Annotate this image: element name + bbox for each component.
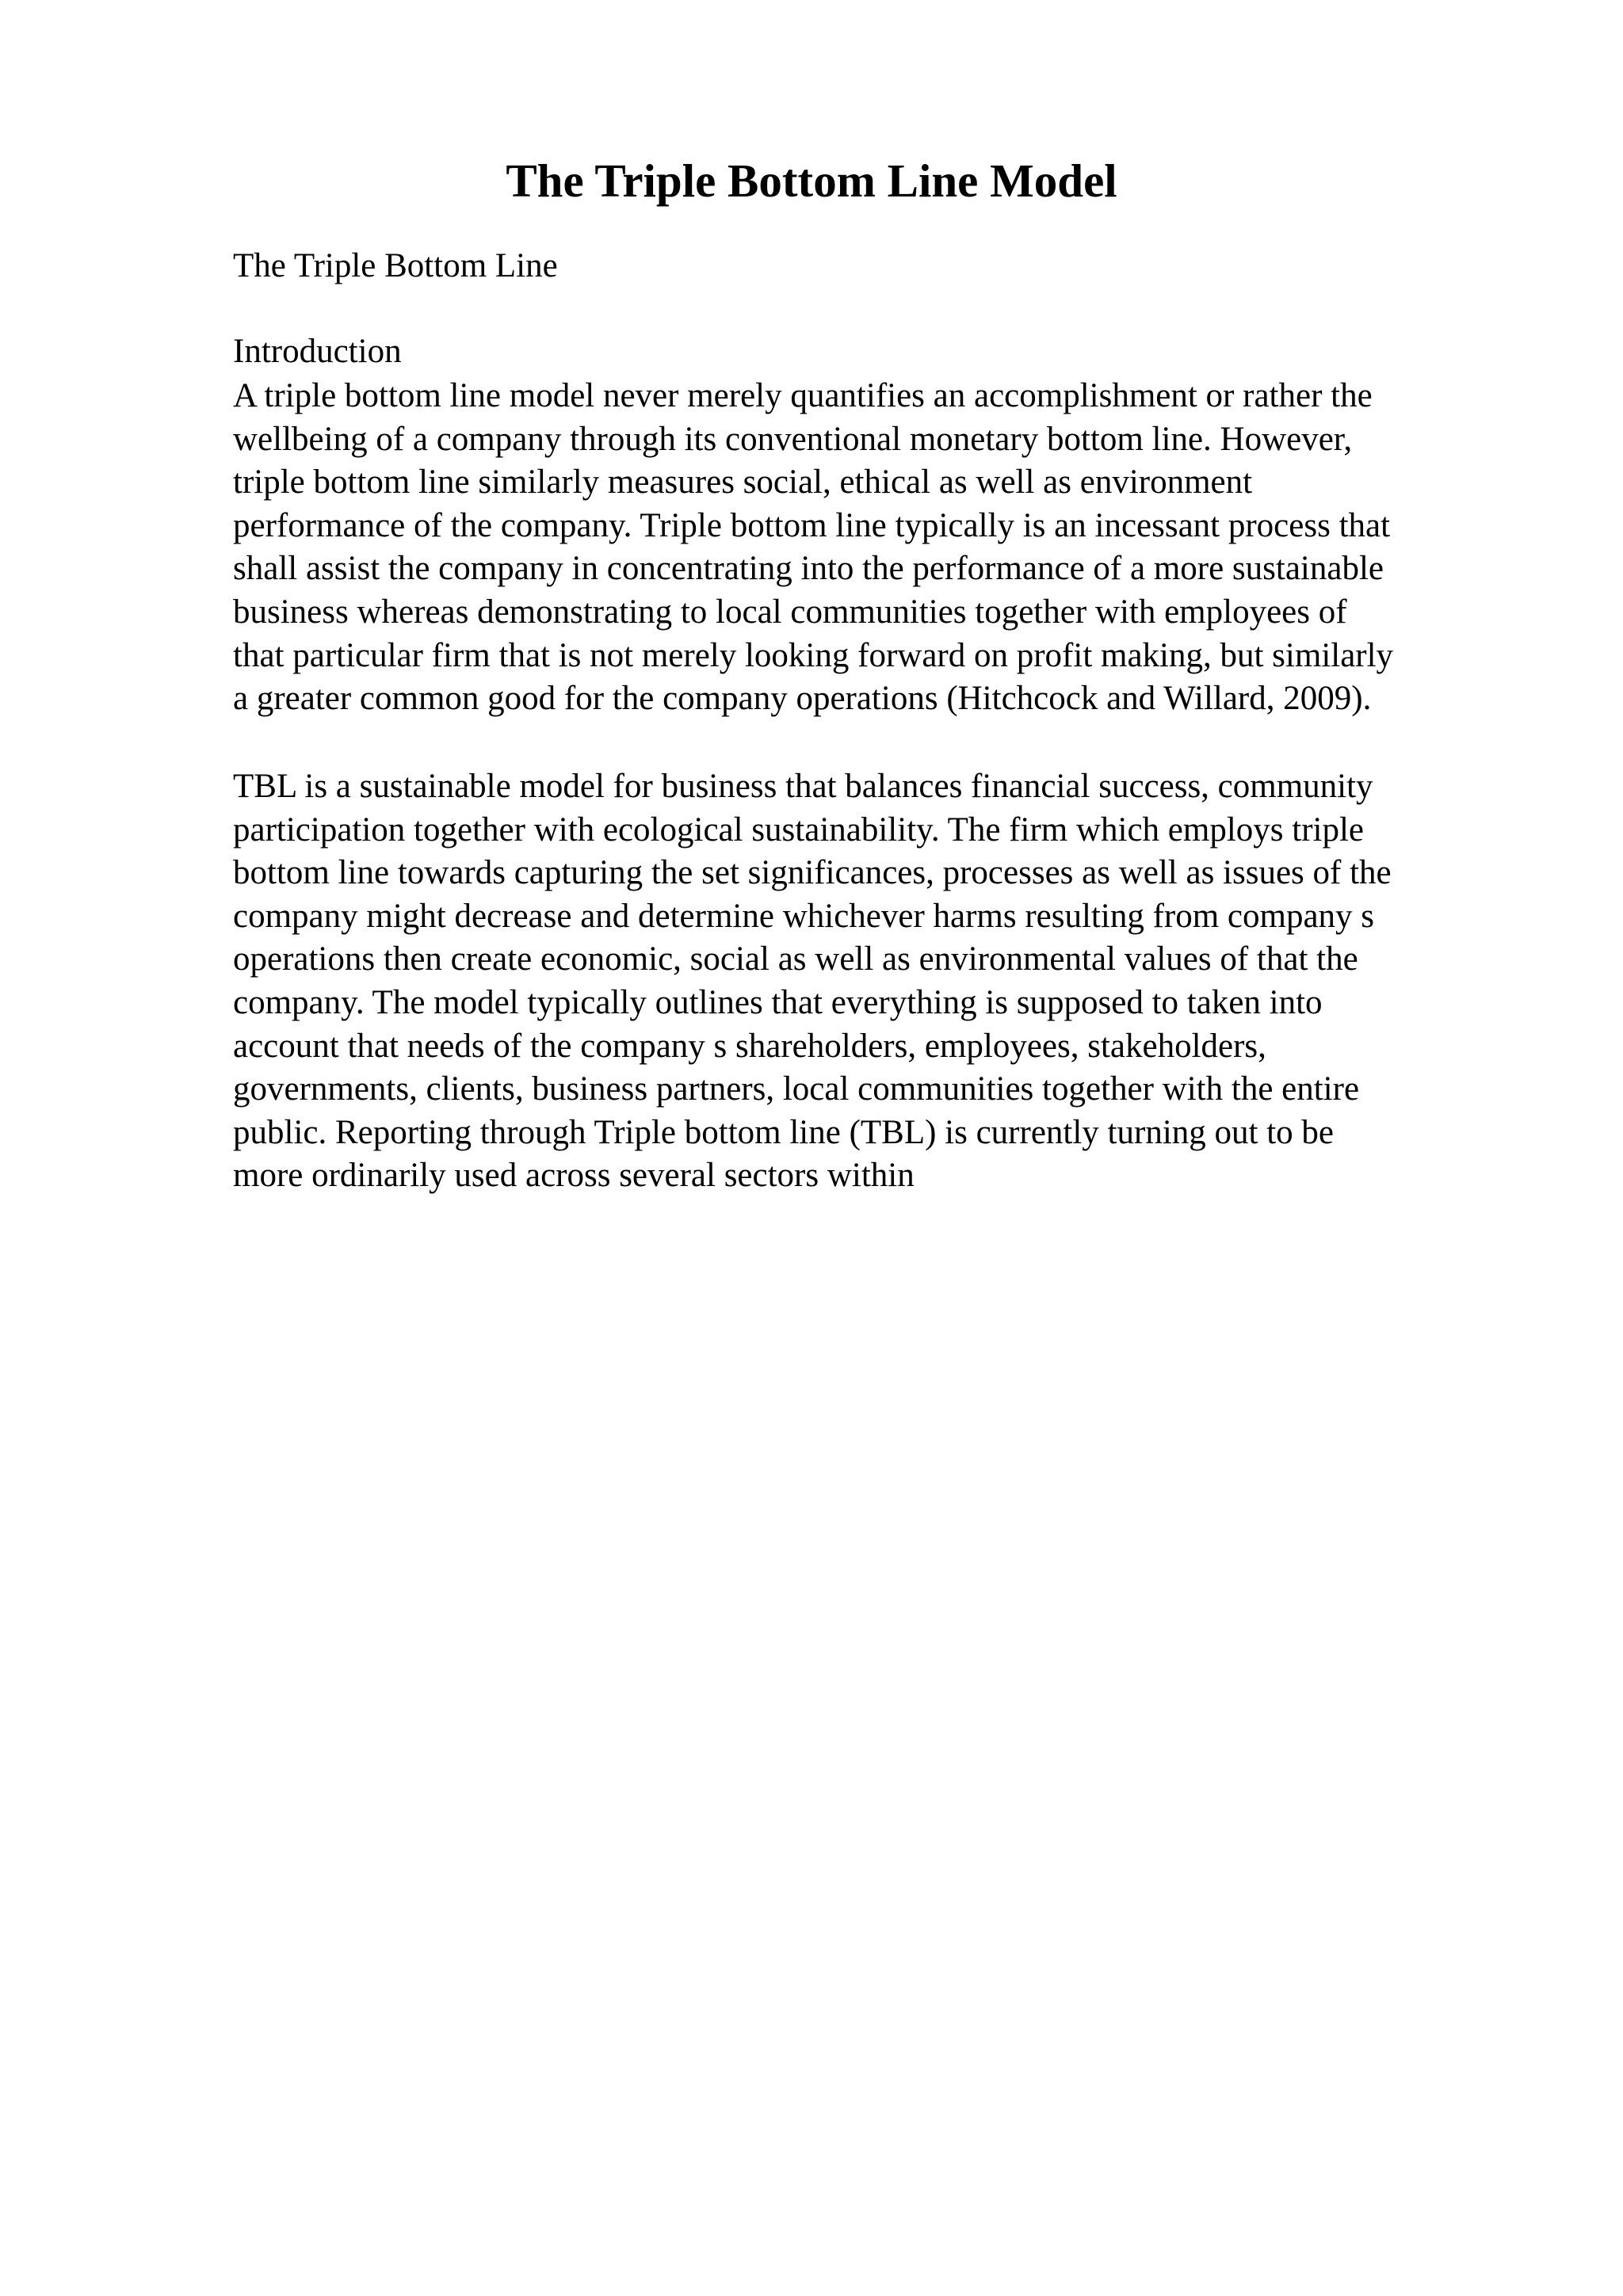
document-title: The Triple Bottom Line Model	[506, 154, 1117, 207]
paragraph-line: TBL is a sustainable model for business that balances financial success, community	[233, 768, 1373, 805]
paragraph-line: bottom line towards capturing the set significances, processes as well as issues of the	[233, 854, 1392, 892]
paragraph-line: shall assist the company in concentrating into the performance of a more sustainable	[233, 550, 1384, 588]
paragraph-line: business whereas demonstrating to local communities together with employees of	[233, 593, 1347, 631]
paragraph-line: that particular firm that is not merely looking forward on profit making, but similarly	[233, 636, 1394, 674]
section-heading-introduction: Introduction	[233, 333, 402, 370]
paragraph-line: more ordinarily used across several sectors within	[233, 1157, 915, 1195]
paragraph-line: triple bottom line similarly measures social, ethical as well as environment	[233, 463, 1253, 502]
paragraph-line: a greater common good for the company operations (Hitchcock and Willard, 2009).	[233, 680, 1372, 718]
paragraph-introduction	[233, 375, 1393, 721]
paragraph-line: operations then create economic, social as well as environmental values of that the	[233, 940, 1358, 978]
paragraph-line: public. Reporting through Triple bottom line (TBL) is currently turning out to be	[233, 1113, 1334, 1151]
paragraph-line: governments, clients, business partners, local communities together with the entire	[233, 1070, 1360, 1108]
paragraph-line: company might decrease and determine whichever harms resulting from company s	[233, 897, 1375, 935]
paragraph-line: wellbeing of a company through its conventional monetary bottom line. However,	[233, 420, 1353, 458]
paragraph-line: company. The model typically outlines that everything is supposed to taken into	[233, 983, 1323, 1021]
paragraph-line: account that needs of the company s shareholders, employees, stakeholders,	[233, 1027, 1266, 1065]
paragraph-line: participation together with ecological sustainability. The firm which employs triple	[233, 810, 1364, 849]
paragraph-tbl	[233, 765, 1392, 1198]
document-subtitle: The Triple Bottom Line	[233, 247, 558, 284]
paragraph-line: performance of the company. Triple bottom line typically is an incessant process that	[233, 506, 1391, 544]
paragraph-line: A triple bottom line model never merely quantifies an accomplishment or rather the	[233, 377, 1373, 414]
